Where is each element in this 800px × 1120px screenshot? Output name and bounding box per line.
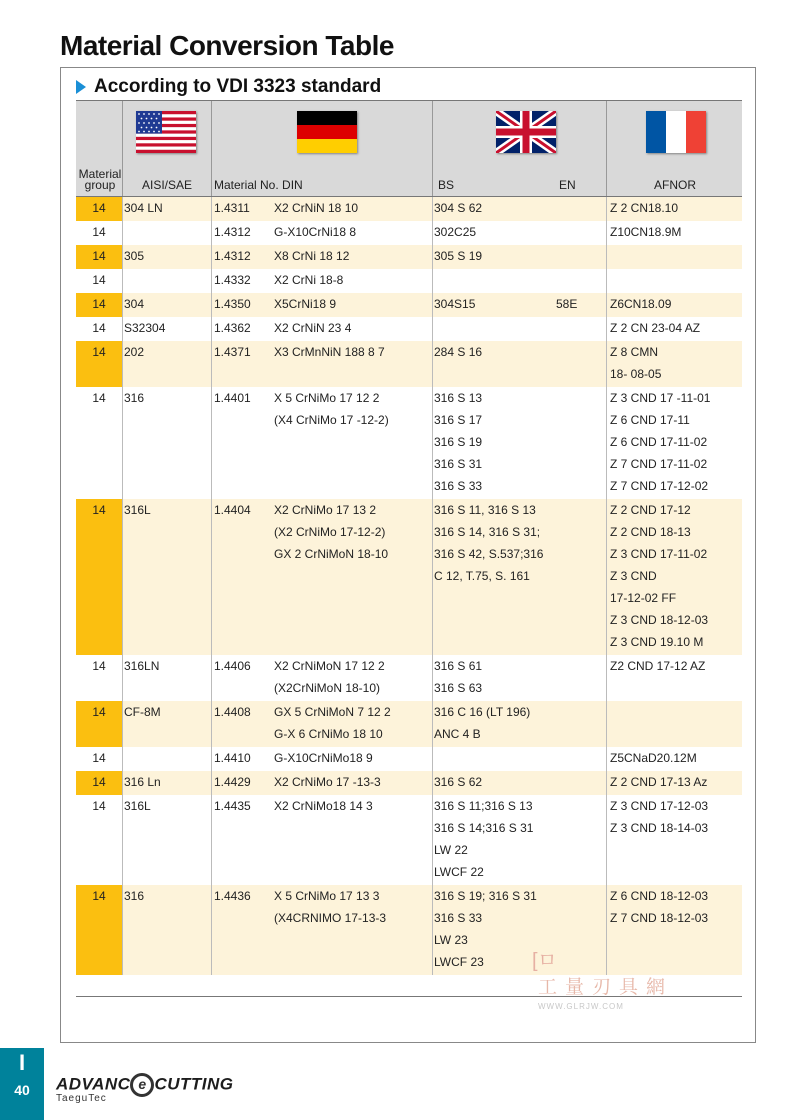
afnor-value: Z 3 CND 18-14-03 [610,821,709,835]
din-value: (X2 CrNiMo 17-12-2) [274,525,386,539]
afnor-value: Z 2 CND 17-13 Az [610,775,708,789]
no-value: 1.4408 [214,705,251,719]
material-group-cell: 14 [76,885,122,975]
afnor-cell [610,655,705,677]
no-value: 1.4362 [214,321,251,335]
no-value: 1.4350 [214,297,251,311]
material-group-cell: 14 [76,341,122,387]
din-cell [274,499,388,565]
din-value: X2 CrNiN 23 4 [274,321,352,335]
afnor-cell [610,795,708,839]
aisi-cell [124,197,163,219]
section-title [76,76,381,98]
watermark [532,944,674,1011]
afnor-value: Z 3 CND 18-12-03 [610,613,709,627]
no-cell [214,771,251,793]
afnor-value: Z 3 CND 17 -11-01 [610,391,711,405]
aisi-cell [124,245,144,267]
afnor-value: 18- 08-05 [610,367,662,381]
conversion-table [76,100,742,975]
bs-cell [434,771,482,793]
bs-cell [434,293,475,315]
chapter-letter: I [18,1050,26,1075]
material-group-cell: 14 [76,245,122,269]
din-cell [274,245,349,267]
din-cell [274,387,389,431]
advance-cutting-logo: ADVANC e CUTTING [56,1073,234,1097]
page-number: 40 [14,1082,30,1098]
no-value: 1.4312 [214,249,251,263]
bs-value: 316 S 14;316 S 31 [434,821,534,835]
afnor-cell [610,341,661,385]
din-cell [274,293,336,315]
bs-cell [434,197,482,219]
bs-cell [434,701,530,745]
bs-value: 304 S 62 [434,201,483,215]
aisi-cell [124,655,159,677]
din-cell [274,771,381,793]
bs-value: 316 S 31 [434,457,483,471]
no-cell [214,885,251,907]
aisi-value: 316L [124,799,151,813]
table-row [76,245,742,269]
din-cell [274,317,351,339]
bs-value: 316 S 61 [434,659,483,673]
chapter-tab [0,1048,44,1120]
afnor-value: Z2 CND 17-12 AZ [610,659,706,673]
no-cell [214,747,251,769]
din-value: X 5 CrNiMo 17 13 3 [274,889,380,903]
no-value: 1.4435 [214,799,251,813]
aisi-value: 316 Ln [124,775,161,789]
bs-cell [434,655,482,699]
no-value: 1.4332 [214,273,251,287]
no-value: 1.4410 [214,751,251,765]
bs-cell [434,795,533,883]
bs-value: 316 S 19 [434,435,483,449]
material-group-cell: 14 [92,799,106,813]
bs-value: 316 S 11, 316 S 13 [434,503,536,517]
no-cell [214,245,251,267]
din-cell [274,341,385,363]
france-flag-icon [646,111,706,153]
afnor-value: Z 7 CND 17-12-02 [610,479,709,493]
afnor-cell [610,387,710,497]
taegutec-logo: TaeguTec [56,1093,107,1104]
en-header: EN [559,178,576,192]
bs-value: LWCF 23 [434,955,484,969]
no-value: 1.4371 [214,345,251,359]
material-group-cell: 14 [92,659,106,673]
bs-value: 316 S 33 [434,479,483,493]
aisi-cell [124,387,144,409]
afnor-cell [610,221,681,243]
table-row [76,771,742,795]
afnor-cell [610,317,700,339]
bs-value: ANC 4 B [434,727,481,741]
aisi-cell [124,341,144,363]
bs-cell [434,221,476,243]
din-value: G-X10CrNiMo18 9 [274,751,373,765]
afnor-cell [610,885,708,929]
aisi-value: 316 [124,391,145,405]
table-row [76,655,742,701]
table-row [76,747,742,771]
bs-value: 316 C 16 (LT 196) [434,705,531,719]
aisi-value: CF-8M [124,705,161,719]
watermark-mark: [ㅁ [532,950,557,972]
din-cell [274,655,385,699]
no-value: 1.4401 [214,391,251,405]
afnor-value: Z 8 CMN [610,345,658,359]
material-group-cell: 14 [76,499,122,655]
bs-value: 316 S 17 [434,413,483,427]
din-value: GX 5 CrNiMoN 7 12 2 [274,705,391,719]
din-header: Material No. DIN [214,178,303,192]
afnor-cell [610,747,697,769]
din-value: (X2CrNiMoN 18-10) [274,681,381,695]
material-group-header: Material group [78,167,122,192]
afnor-value: Z 2 CN 23-04 AZ [610,321,701,335]
bs-cell [434,885,537,973]
table-row [76,269,742,293]
aisi-value: 305 [124,249,145,263]
afnor-value: Z 3 CND 17-12-03 [610,799,709,813]
bs-value: 316 S 19; 316 S 31 [434,889,537,903]
din-cell [274,795,373,817]
table-row [76,221,742,245]
aisi-value: 304 LN [124,201,163,215]
no-value: 1.4404 [214,503,251,517]
table-row [76,387,742,499]
material-group-cell: 14 [92,321,106,335]
afnor-value: Z 2 CN18.10 [610,201,679,215]
afnor-value: Z10CN18.9M [610,225,682,239]
no-cell [214,221,251,243]
bs-value: 316 S 11;316 S 13 [434,799,533,813]
afnor-value: Z 3 CND 17-11-02 [610,547,708,561]
din-value: X2 CrNiMo18 14 3 [274,799,373,813]
din-value: X8 CrNi 18 12 [274,249,350,263]
aisi-cell [124,771,161,793]
table-row [76,795,742,885]
aisi-header: AISI/SAE [142,178,193,192]
bs-header: BS [438,178,455,192]
afnor-cell [610,293,671,315]
bs-cell [434,387,482,497]
table-body [76,197,742,975]
din-value: (X4CRNIMO 17-13-3 [274,911,387,925]
material-group-cell: 14 [92,273,106,287]
material-group-cell: 14 [92,391,106,405]
no-cell [214,197,250,219]
bs-value: 316 S 14, 316 S 31; [434,525,541,539]
bs-value: 316 S 62 [434,775,483,789]
din-value: X 5 CrNiMo 17 12 2 [274,391,380,405]
no-value: 1.4429 [214,775,251,789]
table-row [76,197,742,221]
bs-value: 316 S 42, S.537;316 [434,547,544,561]
aisi-cell [124,885,144,907]
bs-value: C 12, T.75, S. 161 [434,569,530,583]
aisi-value: 202 [124,345,145,359]
afnor-value: Z 3 CND 19.10 M [610,635,704,649]
afnor-value: Z 3 CND [610,569,657,583]
afnor-cell [610,197,678,219]
no-value: 1.4436 [214,889,251,903]
no-cell [214,795,251,817]
din-value: G-X10CrNi18 8 [274,225,357,239]
table-header [76,100,742,197]
bs-cell [434,245,482,267]
logo-e-icon: e [130,1073,154,1097]
no-cell [214,701,251,723]
uk-flag-icon [496,111,556,153]
bs-cell [434,499,543,587]
no-cell [214,387,251,409]
bs-value: 305 S 19 [434,249,483,263]
en-value: 58E [556,297,578,311]
din-value: X2 CrNiMoN 17 12 2 [274,659,385,673]
no-value: 1.4312 [214,225,251,239]
aisi-cell [124,293,144,315]
bs-value: 304S15 [434,297,476,311]
din-cell [274,701,391,745]
din-value: X2 CrNiN 18 10 [274,201,359,215]
watermark-url: WWW.GLRJW.COM [538,1002,624,1011]
no-cell [214,655,251,677]
bs-value: 316 S 33 [434,911,483,925]
bs-value: LWCF 22 [434,865,484,879]
material-group-cell: 14 [92,751,106,765]
din-cell [274,885,386,929]
material-group-cell: 14 [76,293,122,317]
bs-value: 284 S 16 [434,345,483,359]
no-cell [214,293,251,315]
en-cell [556,293,577,315]
aisi-value: 316 [124,889,145,903]
afnor-header: AFNOR [654,178,696,192]
table-row [76,499,742,655]
section-title-text: According to VDI 3323 standard [94,76,382,97]
bs-value: 302C25 [434,225,477,239]
no-cell [214,269,251,291]
table-row [76,885,742,975]
watermark-cn: 工量刃具網 [538,977,674,998]
usa-flag-icon [136,111,196,153]
afnor-value: Z 6 CND 17-11 [610,413,690,427]
no-value: 1.4406 [214,659,251,673]
afnor-cell [610,499,708,653]
aisi-cell [124,701,161,723]
afnor-value: Z 2 CND 18-13 [610,525,691,539]
page-title: Material Conversion Table [60,30,394,61]
din-cell [274,269,343,291]
no-cell [214,341,251,363]
material-group-cell: 14 [76,771,122,795]
din-cell [274,221,356,243]
bs-cell [434,341,482,363]
material-group-cell: 14 [76,197,122,221]
section-arrow-icon [76,80,86,94]
din-value: X2 CrNi 18-8 [274,273,344,287]
bs-value: LW 22 [434,843,468,857]
din-value: X2 CrNiMo 17 13 2 [274,503,377,517]
din-cell [274,197,358,219]
aisi-value: S32304 [124,321,166,335]
afnor-value: Z 2 CND 17-12 [610,503,691,517]
din-value: G-X 6 CrNiMo 18 10 [274,727,383,741]
afnor-value: 17-12-02 FF [610,591,677,605]
table-row [76,701,742,747]
afnor-value: Z6CN18.09 [610,297,672,311]
afnor-value: Z5CNaD20.12M [610,751,697,765]
aisi-value: 304 [124,297,145,311]
afnor-value: Z 7 CND 18-12-03 [610,911,709,925]
no-value: 1.4311 [214,201,250,215]
germany-flag-icon [297,111,357,153]
din-value: X5CrNi18 9 [274,297,337,311]
din-cell [274,747,373,769]
afnor-cell [610,771,707,793]
din-value: X3 CrMnNiN 188 8 7 [274,345,385,359]
aisi-value: 316L [124,503,151,517]
no-cell [214,499,251,521]
afnor-value: Z 6 CND 17-11-02 [610,435,708,449]
afnor-value: Z 6 CND 18-12-03 [610,889,709,903]
afnor-value: Z 7 CND 17-11-02 [610,457,708,471]
aisi-value: 316LN [124,659,160,673]
bs-value: LW 23 [434,933,468,947]
material-group-cell: 14 [76,701,122,747]
aisi-cell [124,499,151,521]
no-cell [214,317,251,339]
din-value: X2 CrNiMo 17 -13-3 [274,775,381,789]
table-row [76,293,742,317]
material-group-cell: 14 [92,225,106,239]
bs-value: 316 S 63 [434,681,483,695]
aisi-cell [124,317,165,339]
table-row [76,341,742,387]
aisi-cell [124,795,151,817]
bs-value: 316 S 13 [434,391,483,405]
table-row [76,317,742,341]
din-value: GX 2 CrNiMoN 18-10 [274,547,389,561]
din-value: (X4 CrNiMo 17 -12-2) [274,413,389,427]
